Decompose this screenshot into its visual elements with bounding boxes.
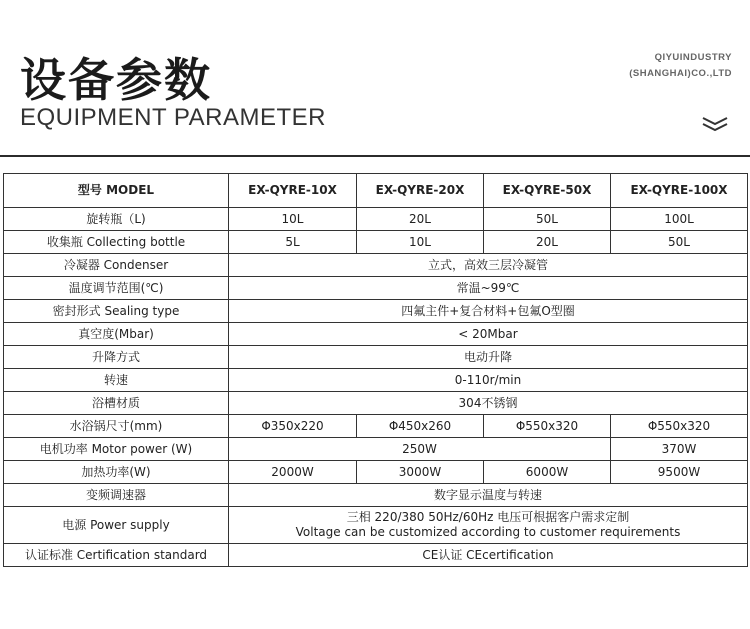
company-name xyxy=(629,50,732,82)
table-row xyxy=(4,254,748,277)
table-cell: 10L xyxy=(357,231,484,254)
row-label: 旋转瓶（L) xyxy=(4,208,229,231)
row-label: 收集瓶 Collecting bottle xyxy=(4,231,229,254)
header-divider xyxy=(0,155,750,157)
table-cell: 电动升降 xyxy=(229,346,748,369)
table-cell: Φ550x320 xyxy=(484,415,611,438)
table-cell: 3000W xyxy=(357,461,484,484)
table-cell: 9500W xyxy=(611,461,748,484)
row-label: 转速 xyxy=(4,369,229,392)
table-row xyxy=(4,544,748,567)
row-label: 电源 Power supply xyxy=(4,507,229,544)
table-cell: Φ550x320 xyxy=(611,415,748,438)
row-label: 水浴锅尺寸(mm) xyxy=(4,415,229,438)
table-cell: < 20Mbar xyxy=(229,323,748,346)
page-title-cn: 设备参数 xyxy=(20,53,212,107)
row-label: 浴槽材质 xyxy=(4,392,229,415)
table-cell: 304不锈钢 xyxy=(229,392,748,415)
table-row xyxy=(4,346,748,369)
table-cell: 数字显示温度与转速 xyxy=(229,484,748,507)
table-cell: 5L xyxy=(229,231,357,254)
table-cell xyxy=(229,507,748,544)
row-label: 认证标准 Certification standard xyxy=(4,544,229,567)
table-cell: 20L xyxy=(357,208,484,231)
table-cell: 0-110r/min xyxy=(229,369,748,392)
table-cell: 2000W xyxy=(229,461,357,484)
row-label: 温度调节范围(℃) xyxy=(4,277,229,300)
table-header-row xyxy=(4,174,748,208)
table-cell: 100L xyxy=(611,208,748,231)
table-cell: Φ350x220 xyxy=(229,415,357,438)
row-label: 密封形式 Sealing type xyxy=(4,300,229,323)
company-name-line1: QIYUINDUSTRY xyxy=(654,52,732,63)
table-cell: CE认证 CEcertification xyxy=(229,544,748,567)
table-cell: 250W xyxy=(229,438,611,461)
row-label: 加热功率(W) xyxy=(4,461,229,484)
table-cell: 10L xyxy=(229,208,357,231)
power-line-cn: 三相 220/380 50Hz/60Hz 电压可根据客户需求定制 xyxy=(346,510,630,524)
table-row xyxy=(4,507,748,544)
column-header: EX-QYRE-10X xyxy=(229,174,357,208)
table-row xyxy=(4,461,748,484)
double-chevron-down-icon xyxy=(702,116,728,132)
table-row xyxy=(4,415,748,438)
row-label: 冷凝器 Condenser xyxy=(4,254,229,277)
table-row xyxy=(4,438,748,461)
table-cell: 常温~99℃ xyxy=(229,277,748,300)
table-row xyxy=(4,277,748,300)
table-row xyxy=(4,231,748,254)
row-label: 真空度(Mbar) xyxy=(4,323,229,346)
column-header: EX-QYRE-50X xyxy=(484,174,611,208)
table-cell: 四氟主件+复合材料+包氟O型圈 xyxy=(229,300,748,323)
power-line-en: Voltage can be customized according to customer requirements xyxy=(295,525,681,539)
row-label: 变频调速器 xyxy=(4,484,229,507)
table-cell: 50L xyxy=(484,208,611,231)
page-title-en: EQUIPMENT PARAMETER xyxy=(20,104,326,131)
row-label: 电机功率 Motor power (W) xyxy=(4,438,229,461)
table-row xyxy=(4,323,748,346)
table-cell: 20L xyxy=(484,231,611,254)
row-label: 升降方式 xyxy=(4,346,229,369)
column-header: EX-QYRE-100X xyxy=(611,174,748,208)
table-cell: 370W xyxy=(611,438,748,461)
table-row xyxy=(4,369,748,392)
table-cell: 立式，高效三层冷凝管 xyxy=(229,254,748,277)
table-row xyxy=(4,484,748,507)
table-cell: 6000W xyxy=(484,461,611,484)
table-row xyxy=(4,208,748,231)
column-header: 型号 MODEL xyxy=(4,174,229,208)
column-header: EX-QYRE-20X xyxy=(357,174,484,208)
table-cell: 50L xyxy=(611,231,748,254)
table-row xyxy=(4,392,748,415)
company-name-line2: (SHANGHAI)CO.,LTD xyxy=(629,68,732,79)
parameter-table xyxy=(3,173,748,567)
table-row xyxy=(4,300,748,323)
table-cell: Φ450x260 xyxy=(357,415,484,438)
